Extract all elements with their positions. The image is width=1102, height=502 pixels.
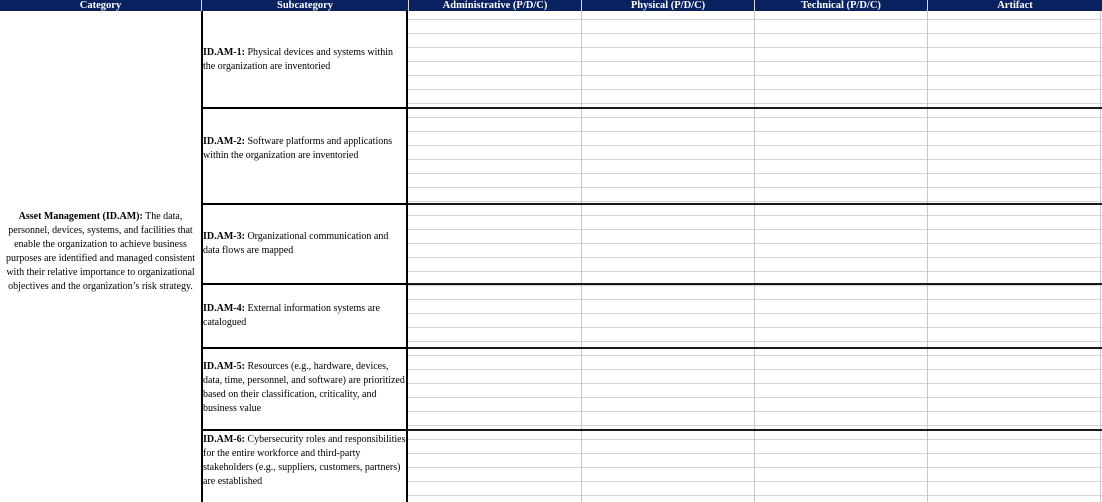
- grid-row-line: [408, 397, 1102, 398]
- grid-row-line: [408, 229, 1102, 230]
- grid-row-line: [408, 187, 1102, 188]
- header-technical[interactable]: Technical (P/D/C): [801, 0, 881, 11]
- border-row-1: [201, 107, 408, 109]
- subcategory-id: ID.AM-1:: [203, 47, 245, 58]
- category-title: Asset Management (ID.AM):: [18, 211, 143, 222]
- grid-block-line: [408, 347, 1102, 349]
- header-artifact[interactable]: Artifact: [997, 0, 1033, 11]
- grid-row-line: [408, 75, 1102, 76]
- category-cell[interactable]: [0, 11, 201, 502]
- subcategory-text: Resources (e.g., hardware, devices, data, time, personnel, and software) are prioritized based on their classification, criticality, and business value: [203, 361, 405, 414]
- grid-row-line: [408, 117, 1102, 118]
- header-subcategory[interactable]: Subcategory: [277, 0, 333, 11]
- subcategory-text: Cybersecurity roles and responsibilities for the entire workforce and third-party stakeholders (e.g., suppliers, customers, partners) are established: [203, 434, 406, 487]
- grid-row-line: [408, 47, 1102, 48]
- grid-row-line: [408, 145, 1102, 146]
- grid-row-line: [408, 383, 1102, 384]
- grid-row-line: [408, 33, 1102, 34]
- grid-row-line: [408, 341, 1102, 342]
- grid-row-line: [408, 313, 1102, 314]
- grid-row-line: [408, 481, 1102, 482]
- grid-row-line: [408, 369, 1102, 370]
- grid-block-line: [408, 107, 1102, 109]
- grid-row-line: [408, 159, 1102, 160]
- grid-block-line: [408, 429, 1102, 431]
- grid-row-line: [408, 439, 1102, 440]
- grid-row-line: [408, 411, 1102, 412]
- header-category[interactable]: Category: [79, 0, 122, 11]
- subcategory-text: Physical devices and systems within the organization are inventoried: [203, 47, 393, 72]
- grid-row-line: [408, 103, 1102, 104]
- data-grid: [408, 11, 1102, 502]
- grid-block-line: [408, 283, 1102, 285]
- subcategory-id: ID.AM-6:: [203, 434, 245, 445]
- grid-row-line: [408, 495, 1102, 496]
- grid-row-line: [408, 215, 1102, 216]
- grid-row-line: [408, 285, 1102, 286]
- grid-row-line: [408, 271, 1102, 272]
- subcategory-id-am-1[interactable]: [203, 46, 406, 74]
- header-row: [0, 0, 1102, 11]
- grid-row-line: [408, 327, 1102, 328]
- grid-row-line: [408, 19, 1102, 20]
- subcategory-id: ID.AM-4:: [203, 303, 245, 314]
- subcategory-id-am-2[interactable]: [203, 135, 406, 163]
- grid-block-line: [408, 203, 1102, 205]
- grid-row-line: [408, 61, 1102, 62]
- subcategory-id: ID.AM-3:: [203, 231, 245, 242]
- grid-row-line: [408, 453, 1102, 454]
- grid-row-line: [408, 243, 1102, 244]
- subcategory-text: Organizational communication and data flows are mapped: [203, 231, 389, 256]
- subcategory-text: External information systems are catalogued: [203, 303, 380, 328]
- grid-row-line: [408, 425, 1102, 426]
- grid-row-line: [408, 201, 1102, 202]
- category-text: [2, 210, 199, 294]
- subcategory-id-am-6[interactable]: [203, 433, 406, 489]
- border-row-5: [201, 429, 408, 431]
- subcategory-id-am-3[interactable]: [203, 230, 406, 258]
- subcategory-id-am-5[interactable]: [203, 360, 406, 416]
- grid-row-line: [408, 257, 1102, 258]
- grid-row-line: [408, 467, 1102, 468]
- subcategory-id: ID.AM-2:: [203, 136, 245, 147]
- grid-row-line: [408, 89, 1102, 90]
- border-row-2: [201, 203, 408, 205]
- subcategory-text: Software platforms and applications within the organization are inventoried: [203, 136, 393, 161]
- category-description: The data, personnel, devices, systems, and facilities that enable the organization to achieve business purposes are identified and managed consistent with their relative importance to organizational objectives and the organization’s risk strategy.: [5, 211, 196, 292]
- header-physical[interactable]: Physical (P/D/C): [630, 0, 706, 11]
- grid-row-line: [408, 355, 1102, 356]
- border-row-3: [201, 283, 408, 285]
- subcategory-id-am-4[interactable]: [203, 302, 406, 330]
- subcategory-id: ID.AM-5:: [203, 361, 245, 372]
- grid-row-line: [408, 299, 1102, 300]
- grid-row-line: [408, 131, 1102, 132]
- border-row-4: [201, 347, 408, 349]
- header-administrative[interactable]: Administrative (P/D/C): [442, 0, 548, 11]
- grid-row-line: [408, 173, 1102, 174]
